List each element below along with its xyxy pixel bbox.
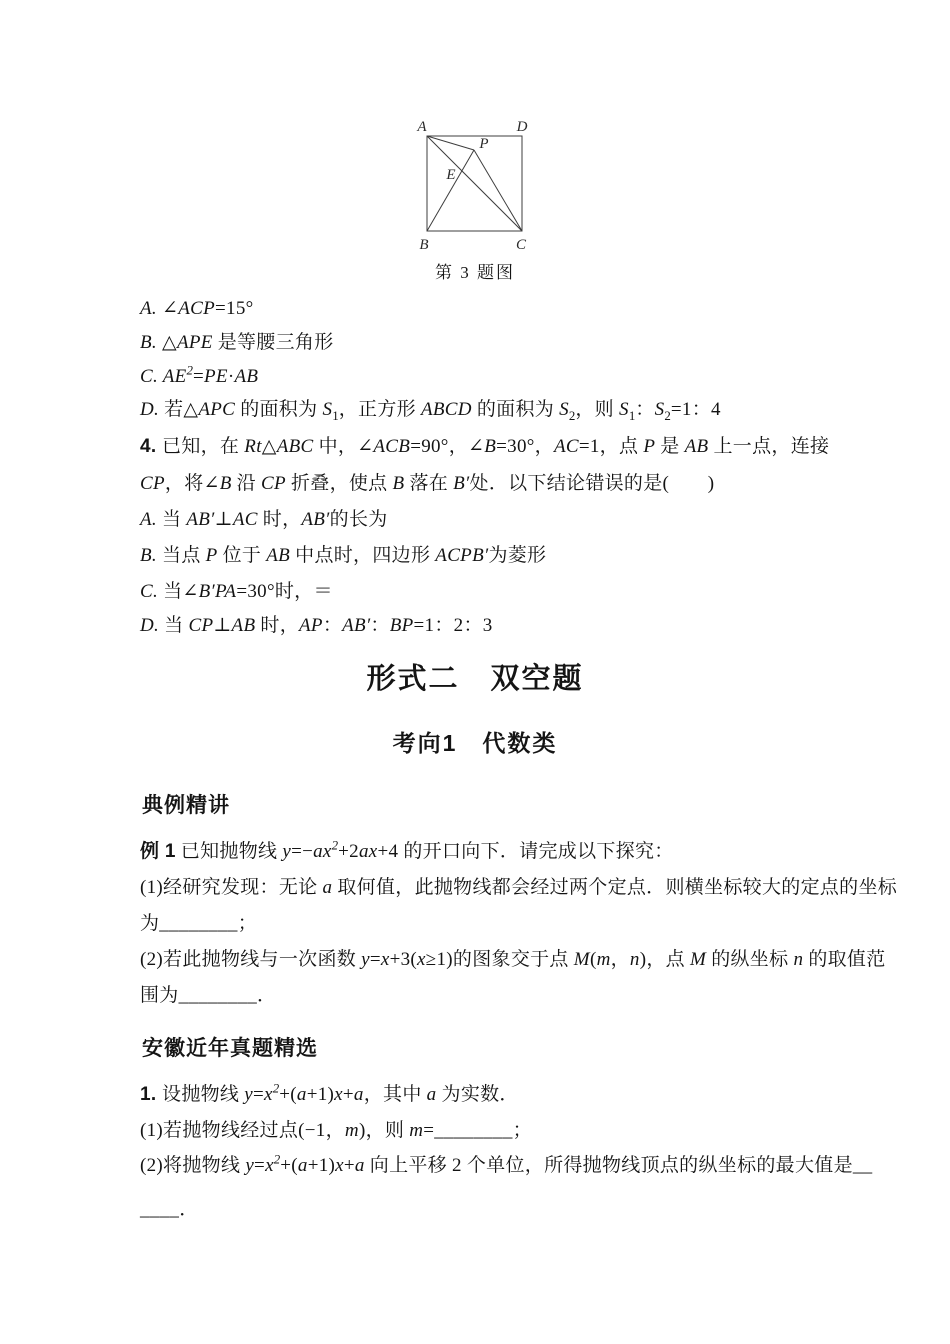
q3-geometry-figure [400,112,570,262]
figure-caption: 第 3 题图 [435,263,515,282]
example1-part1-line1: (1)经研究发现：无论 a 取何值，此抛物线都会经过两个定点．则横坐标较大的定点的坐标 [140,877,898,898]
q4-option-d: D. 当 CP⊥AB 时，AP：AB′：BP=1：2：3 [140,615,493,636]
example1-part2-blank: 围为________． [140,985,277,1006]
q3-option-c: C. $AE^2=PE\cdot AB$ [140,362,259,387]
example1-stem: 例 1 已知抛物线 $y=-ax^2+2ax+4$ 的开口向下．请完成以下探究： [140,837,674,862]
section-heading-kaoxiang1: 考向1 代数类 [392,730,558,756]
vertex-label-c: C [515,237,527,253]
segment-bp [427,150,474,231]
vertex-label-d: D [516,119,528,135]
problem1-part2-blank: ____． [140,1199,199,1220]
vertex-label-p: P [479,136,489,152]
q4-option-c: C. 当∠B′PA=30°时，＝ [140,581,333,602]
problem1-part1: (1)若抛物线经过点(−1，m)，则 m=________； [140,1120,532,1141]
q4-stem-line-2: CP，将∠B 沿 CP 折叠，使点 B 落在 B′处．以下结论错误的是( ) [140,473,715,494]
q4-stem-line-1: 4. 已知，在 Rt△ABC 中，∠ACB=90°，∠B=30°，AC=1，点 P 是 AB 上一点，连接 [140,436,830,457]
section-heading-form2: 形式二 双空题 [366,663,584,695]
q3-option-b: B. △APE 是等腰三角形 [140,332,334,353]
vertex-label-e: E [446,167,456,183]
vertex-label-a: A [417,119,427,135]
q3-option-a: A. ∠ACP=15° [140,298,254,319]
q4-option-b: B. 当点 P 位于 AB 中点时，四边形 ACPB′为菱形 [140,545,547,566]
example1-part2-line1: (2)若此抛物线与一次函数 y=x+3(x≥1)的图象交于点 M(m，n)，点 M 的纵坐标 n 的取值范 [140,949,886,970]
example1-part1-blank: 为________； [140,913,257,934]
q3-option-d: D. 若△APC 的面积为 $S_1$，正方形 ABCD 的面积为 $S_2$，则 $S_1$：$S_2=1$：4 [140,399,721,423]
problem1-stem: 1. 设抛物线 $y=x^2+(a+1)x+a$，其中 a 为实数． [140,1080,519,1105]
q4-option-a: A. 当 AB′⊥AC 时，AB′的长为 [140,509,388,530]
problem1-part2-line1: (2)将抛物线 $y=x^2+(a+1)x+a$ 向上平移 2 个单位，所得抛物线顶点的纵坐标的最大值是__ [140,1151,873,1176]
section-heading-zhenti: 安徽近年真题精选 [142,1037,318,1060]
section-heading-dianli: 典例精讲 [142,794,230,817]
vertex-label-b: B [419,237,429,253]
